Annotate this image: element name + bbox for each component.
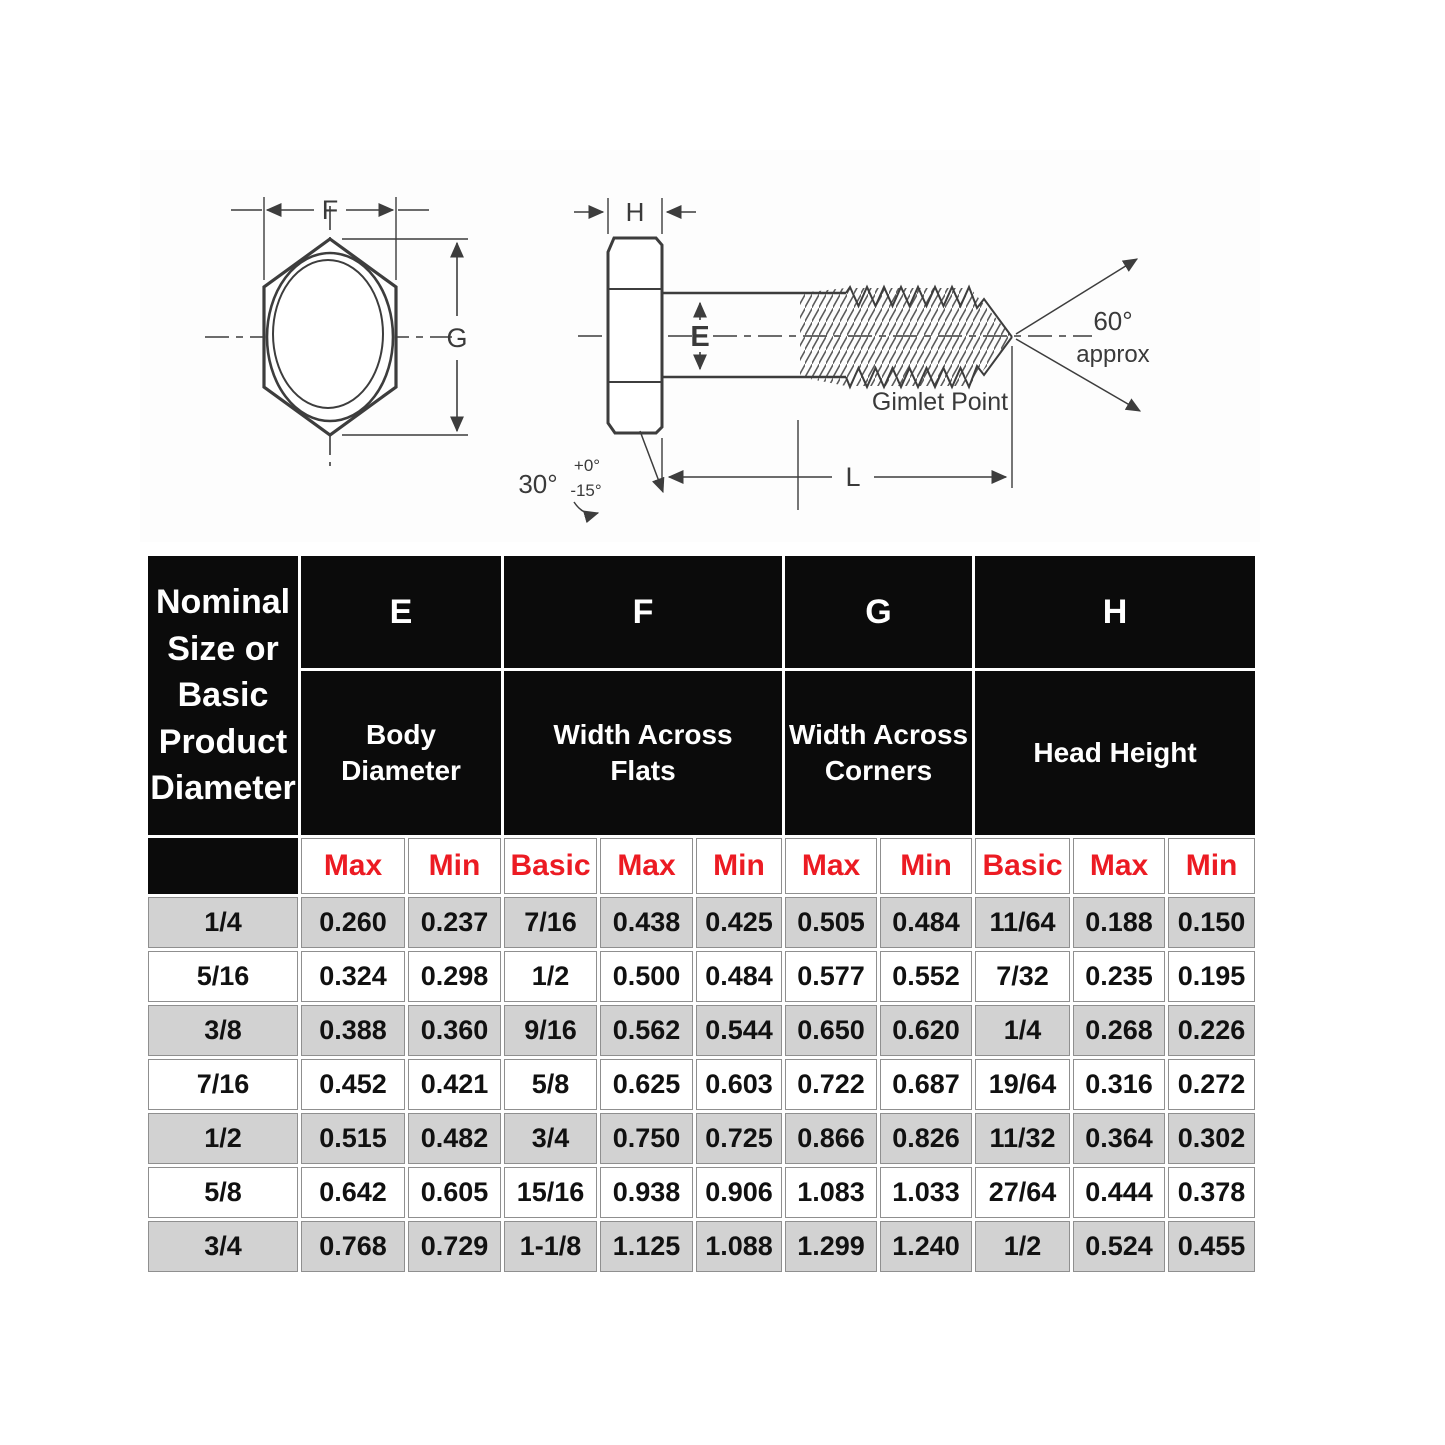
group-name-line: Width Across	[553, 719, 733, 751]
value-cell: 0.866	[785, 1113, 877, 1164]
corner-line: Size or	[167, 629, 279, 668]
table-row	[148, 1167, 1255, 1218]
value-cell: 19/64	[975, 1059, 1070, 1110]
value-cell: 15/16	[504, 1167, 597, 1218]
subcol-header: Min	[880, 838, 972, 894]
value-cell: 0.444	[1073, 1167, 1165, 1218]
value-cell: 0.505	[785, 897, 877, 948]
corner-line: Product	[158, 722, 288, 761]
value-cell: 0.226	[1168, 1005, 1255, 1056]
value-cell: 0.562	[600, 1005, 693, 1056]
value-cell: 0.324	[301, 951, 405, 1002]
value-cell: 0.484	[696, 951, 782, 1002]
group-letter-g: G	[785, 556, 972, 668]
group-name-line: Head Height	[1033, 737, 1197, 769]
group-name-line: Body	[366, 719, 436, 751]
e-dimension-label: E	[690, 321, 710, 353]
value-cell: 0.544	[696, 1005, 782, 1056]
group-letter-h: H	[975, 556, 1255, 668]
size-cell: 1/2	[148, 1113, 298, 1164]
value-cell: 0.826	[880, 1113, 972, 1164]
group-name-line: Corners	[824, 755, 933, 786]
size-cell: 5/8	[148, 1167, 298, 1218]
group-letter-e: E	[301, 556, 501, 668]
corner-line: Diameter	[150, 769, 296, 808]
corner-line: Basic	[177, 676, 269, 715]
value-cell: 0.750	[600, 1113, 693, 1164]
value-cell: 9/16	[504, 1005, 597, 1056]
value-cell: 0.455	[1168, 1221, 1255, 1272]
size-cell: 5/16	[148, 951, 298, 1002]
value-cell: 27/64	[975, 1167, 1070, 1218]
value-cell: 1-1/8	[504, 1221, 597, 1272]
value-cell: 0.298	[408, 951, 501, 1002]
value-cell: 0.938	[600, 1167, 693, 1218]
value-cell: 0.650	[785, 1005, 877, 1056]
value-cell: 5/8	[504, 1059, 597, 1110]
value-cell: 0.150	[1168, 897, 1255, 948]
value-cell: 0.906	[696, 1167, 782, 1218]
value-cell: 0.378	[1168, 1167, 1255, 1218]
value-cell: 1.240	[880, 1221, 972, 1272]
value-cell: 0.687	[880, 1059, 972, 1110]
subcol-header: Max	[1073, 838, 1165, 894]
tolerance-minus-label: -15°	[570, 481, 602, 500]
spec-table-body	[148, 897, 1255, 1272]
table-row	[148, 1005, 1255, 1056]
table-row	[148, 1113, 1255, 1164]
value-cell: 0.421	[408, 1059, 501, 1110]
value-cell: 0.316	[1073, 1059, 1165, 1110]
group-letter-f: F	[504, 556, 782, 668]
value-cell: 0.603	[696, 1059, 782, 1110]
value-cell: 11/64	[975, 897, 1070, 948]
l-dimension-label: L	[845, 462, 861, 492]
value-cell: 0.768	[301, 1221, 405, 1272]
value-cell: 7/16	[504, 897, 597, 948]
table-row	[148, 1221, 1255, 1272]
value-cell: 0.438	[600, 897, 693, 948]
value-cell: 0.484	[880, 897, 972, 948]
value-cell: 1.299	[785, 1221, 877, 1272]
subcol-header: Min	[696, 838, 782, 894]
subcol-header: Basic	[504, 838, 597, 894]
table-row	[148, 897, 1255, 948]
value-cell: 0.725	[696, 1113, 782, 1164]
gimlet-point-label: Gimlet Point	[871, 388, 1009, 416]
value-cell: 0.722	[785, 1059, 877, 1110]
table-row	[148, 1059, 1255, 1110]
value-cell: 0.388	[301, 1005, 405, 1056]
value-cell: 0.268	[1073, 1005, 1165, 1056]
group-name-line: Width Across	[788, 719, 969, 751]
value-cell: 0.524	[1073, 1221, 1165, 1272]
value-cell: 0.260	[301, 897, 405, 948]
value-cell: 0.188	[1073, 897, 1165, 948]
value-cell: 0.364	[1073, 1113, 1165, 1164]
value-cell: 0.729	[408, 1221, 501, 1272]
size-cell: 3/4	[148, 1221, 298, 1272]
group-name-g	[785, 671, 972, 835]
group-name-e	[301, 671, 501, 835]
value-cell: 1.033	[880, 1167, 972, 1218]
group-name-line: Diameter	[341, 755, 461, 786]
value-cell: 1/2	[504, 951, 597, 1002]
value-cell: 0.237	[408, 897, 501, 948]
value-cell: 0.195	[1168, 951, 1255, 1002]
subcol-header: Max	[785, 838, 877, 894]
f-dimension-label: F	[321, 195, 339, 225]
screw-technical-drawing	[0, 0, 1445, 548]
value-cell: 1.125	[600, 1221, 693, 1272]
value-cell: 0.452	[301, 1059, 405, 1110]
subcol-header: Max	[600, 838, 693, 894]
value-cell: 7/32	[975, 951, 1070, 1002]
group-name-f	[504, 671, 782, 835]
head-angle-label: 30°	[518, 469, 558, 499]
size-cell: 3/8	[148, 1005, 298, 1056]
h-dimension-label: H	[625, 197, 645, 227]
size-cell: 1/4	[148, 897, 298, 948]
value-cell: 1.088	[696, 1221, 782, 1272]
dimensions-table	[145, 553, 1258, 1275]
value-cell: 0.620	[880, 1005, 972, 1056]
table-row	[148, 951, 1255, 1002]
value-cell: 0.605	[408, 1167, 501, 1218]
value-cell: 0.482	[408, 1113, 501, 1164]
group-name-h	[975, 671, 1255, 835]
value-cell: 0.625	[600, 1059, 693, 1110]
value-cell: 0.515	[301, 1113, 405, 1164]
g-dimension-label: G	[446, 323, 468, 353]
value-cell: 0.642	[301, 1167, 405, 1218]
size-cell: 7/16	[148, 1059, 298, 1110]
point-angle-note: approx	[1076, 341, 1150, 368]
value-cell: 1/4	[975, 1005, 1070, 1056]
value-cell: 0.425	[696, 897, 782, 948]
corner-header	[148, 556, 298, 835]
subcol-header: Min	[1168, 838, 1255, 894]
value-cell: 11/32	[975, 1113, 1070, 1164]
value-cell: 1/2	[975, 1221, 1070, 1272]
value-cell: 0.360	[408, 1005, 501, 1056]
corner-spacer-cell	[148, 838, 298, 894]
value-cell: 0.577	[785, 951, 877, 1002]
head-side-outline	[608, 238, 662, 433]
value-cell: 0.235	[1073, 951, 1165, 1002]
subcol-header: Max	[301, 838, 405, 894]
corner-line: Nominal	[155, 583, 291, 622]
value-cell: 1.083	[785, 1167, 877, 1218]
group-name-line: Flats	[610, 755, 676, 786]
value-cell: 3/4	[504, 1113, 597, 1164]
value-cell: 0.552	[880, 951, 972, 1002]
subcol-header: Min	[408, 838, 501, 894]
tolerance-plus-label: +0°	[573, 456, 601, 475]
value-cell: 0.500	[600, 951, 693, 1002]
value-cell: 0.272	[1168, 1059, 1255, 1110]
subcol-header: Basic	[975, 838, 1070, 894]
point-angle-label: 60°	[1093, 306, 1133, 336]
value-cell: 0.302	[1168, 1113, 1255, 1164]
